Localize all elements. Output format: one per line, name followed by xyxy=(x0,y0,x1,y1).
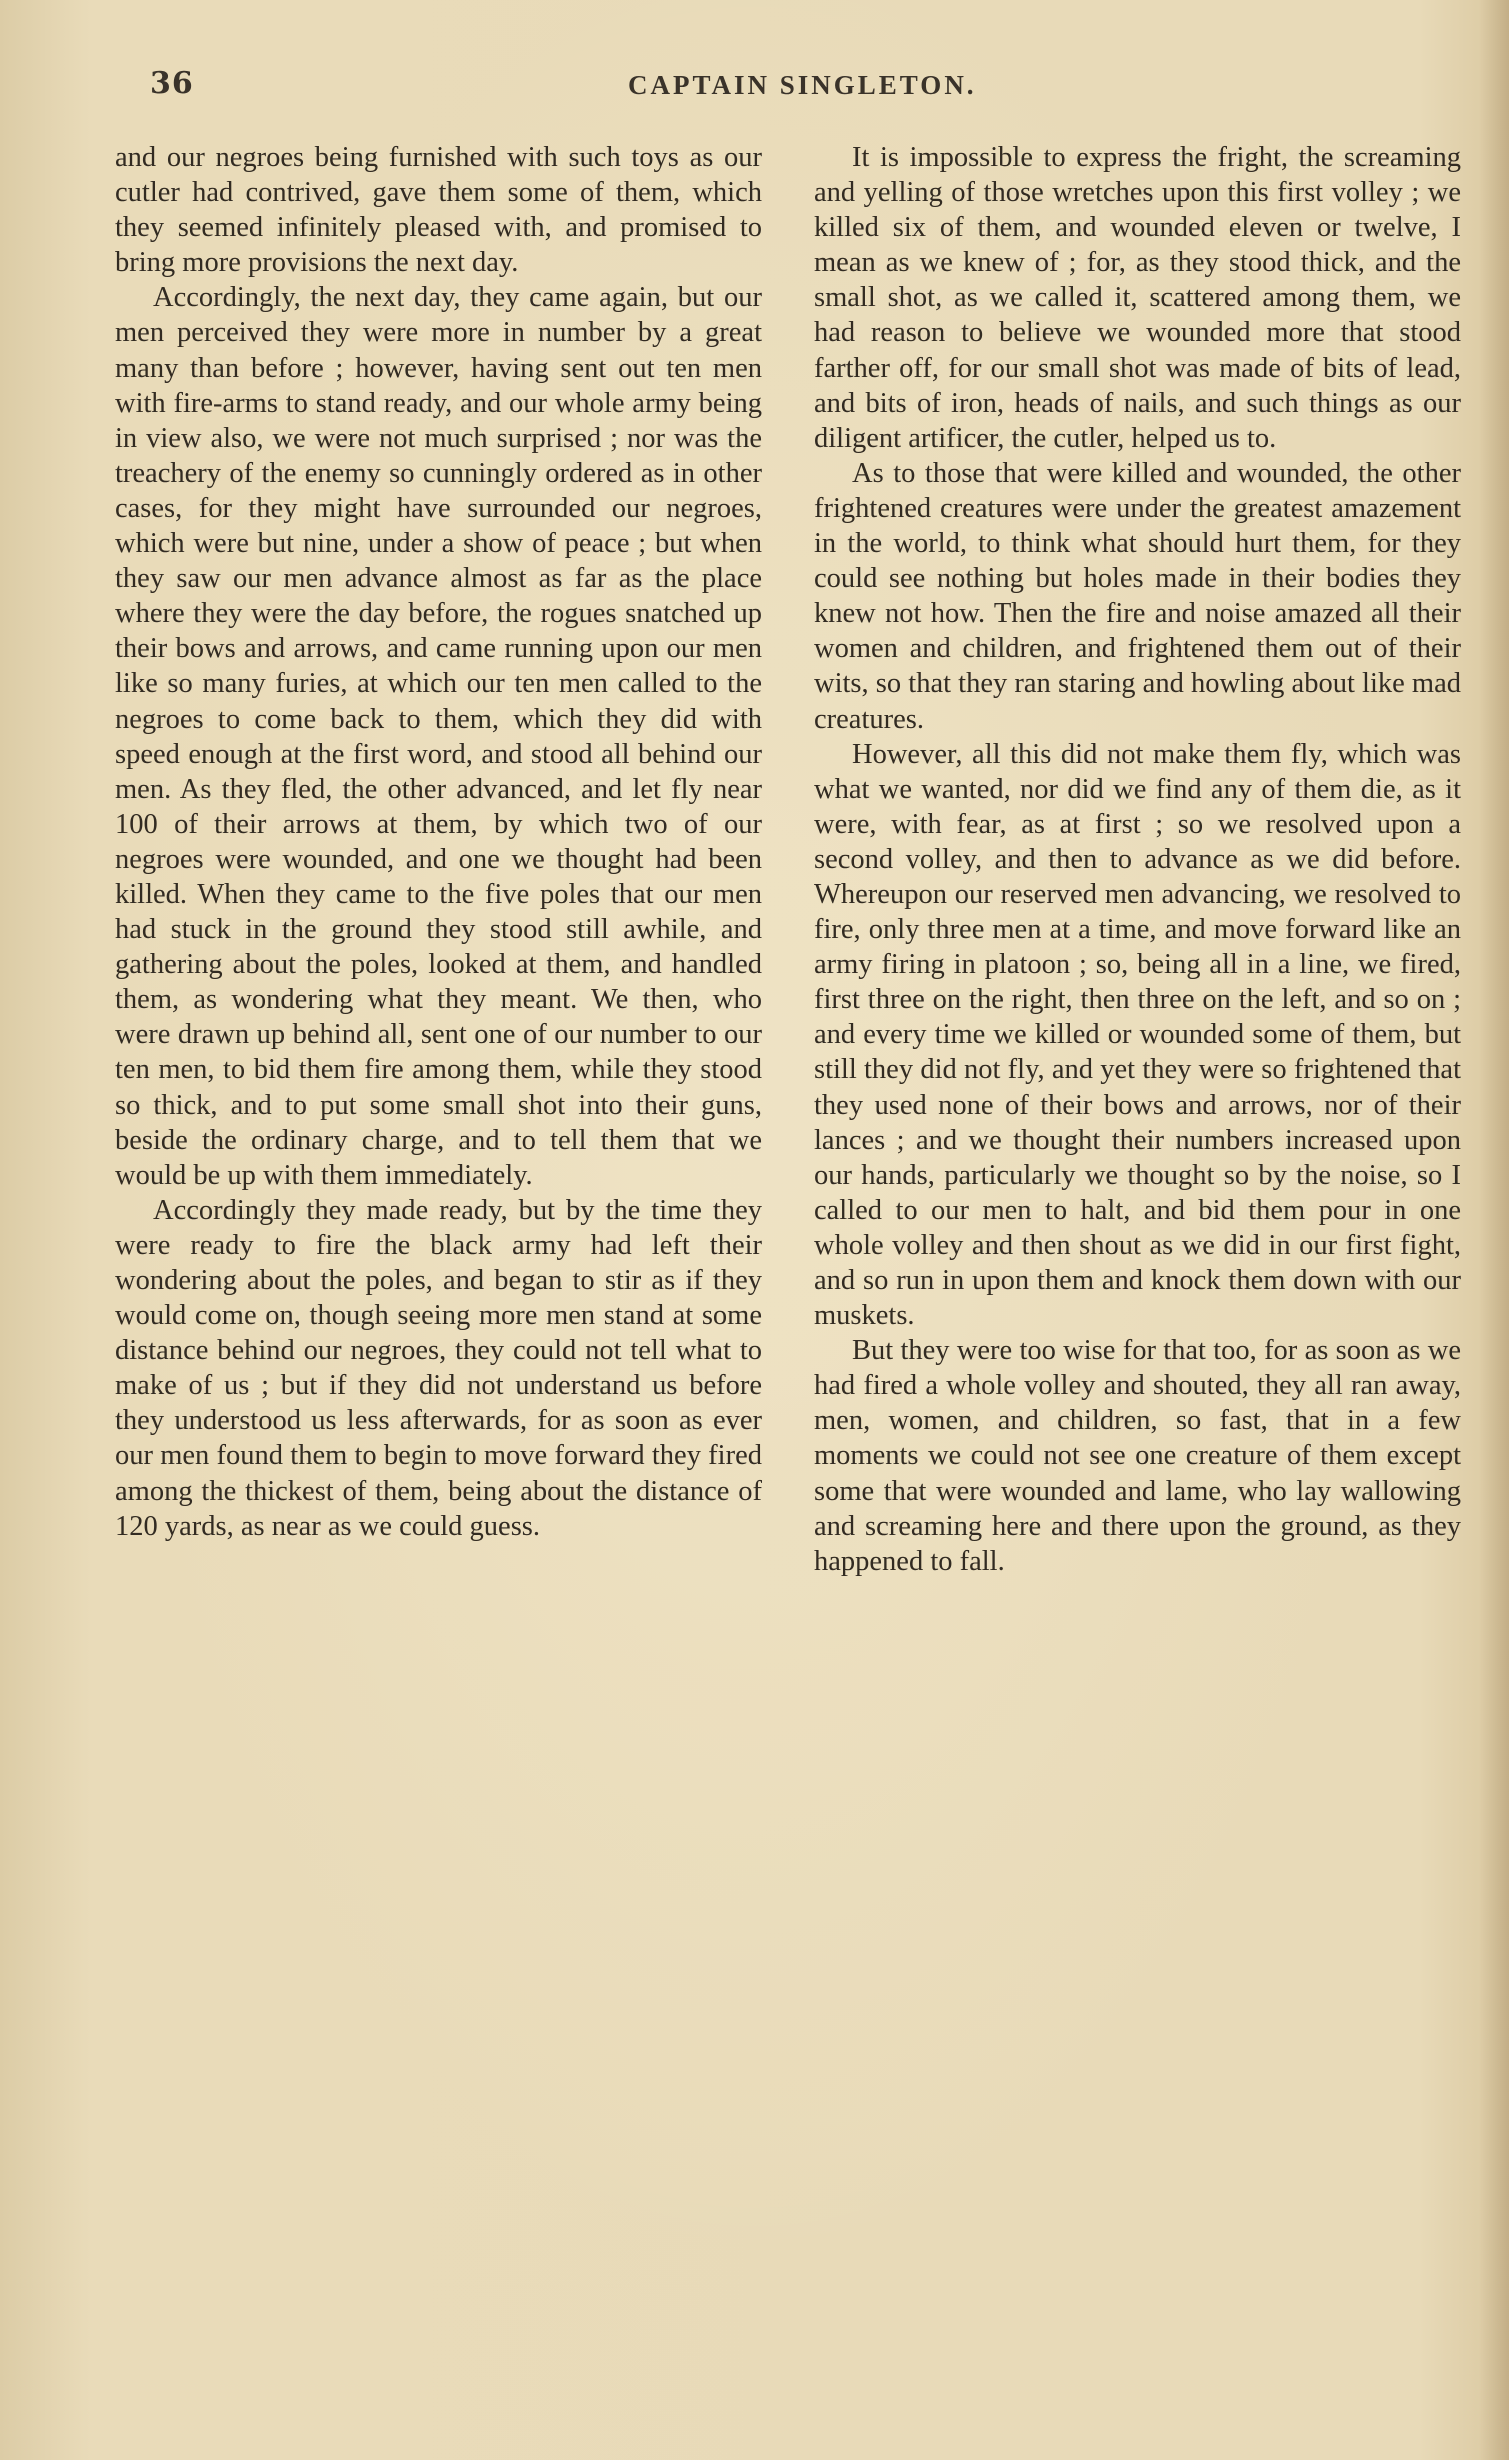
paragraph: As to those that were killed and wounded, the other frightened creatures were under the greatest amazement in the world, to think what should hurt them, for they could see nothing but holes made in their bodies they knew not how. Then the fire and noise amazed all their women and children, and frightened them out of their wits, so that they ran staring and howling about like mad creatures. xyxy=(814,457,1461,735)
paragraph: But they were too wise for that too, for as soon as we had fired a whole volley and shouted, they all ran away, men, women, and children, so fast, that in a few moments we could not see one creature of them except some that were wounded and lame, who lay wallowing and screaming here and there upon the ground, as they happened to fall. xyxy=(814,1335,1461,1577)
page-number: 36 xyxy=(150,66,194,101)
paragraph: Accordingly they made ready, but by the time they were ready to fire the black army had left their wondering about the poles, and began to stir as if they would come on, though seeing more men stand at some distance behind our negroes, they could not tell what to make of us ; but if they did not understand us before they understood us less afterwards, for as soon as ever our men found them to begin to move forward they fired among the thickest of them, being about the distance of 120 yards, as near as we could guess. xyxy=(115,1194,762,1542)
right-column xyxy=(814,140,1461,1579)
running-head: CAPTAIN SINGLETON. xyxy=(628,70,977,100)
paragraph: However, all this did not make them fly, which was what we wanted, nor did we find any of them die, as it were, with fear, as at first ; so we resolved upon a second volley, and then to advance as we did before. Whereupon our reserved men advancing, we resolved to fire, only three men at a time, and move forward like an army firing in platoon ; so, being all in a line, we fired, first three on the right, then three on the left, and so on ; and every time we killed or wounded some of them, but still they did not fly, and yet they were so frightened that they used none of their bows and arrows, nor of their lances ; and we thought their numbers increased upon our hands, particularly we thought so by the noise, so I called to our men to halt, and bid them pour in one whole volley and then shout as we did in our first fight, and so run in upon them and knock them down with our muskets. xyxy=(814,738,1461,1332)
left-column xyxy=(115,140,762,1544)
paragraph: Accordingly, the next day, they came again, but our men perceived they were more in number by a great many than before ; however, having sent out ten men with fire-arms to stand ready, and our whole army being in view also, we were not much surprised ; nor was the treachery of the enemy so cunningly ordered as in other cases, for they might have surrounded our negroes, which were but nine, under a show of peace ; but when they saw our men advance almost as far as the place where they were the day before, the rogues snatched up their bows and arrows, and came running upon our men like so many furies, at which our ten men called to the negroes to come back to them, which they did with speed enough at the first word, and stood all behind our men. As they fled, the other advanced, and let fly near 100 of their arrows at them, by which two of our negroes were wounded, and one we thought had been killed. When they came to the five poles that our men had stuck in the ground they stood still awhile, and gathering about the poles, looked at them, and handled them, as wondering what they meant. We then, who were drawn up behind all, sent one of our number to our ten men, to bid them fire among them, while they stood so thick, and to put some small shot into their guns, beside the ordinary charge, and to tell them that we would be up with them immediately. xyxy=(115,282,762,1191)
page-edge-shadow xyxy=(1479,0,1509,2460)
paragraph: and our negroes being furnished with such toys as our cutler had contrived, gave them some of them, which they seemed infinitely pleased with, and promised to bring more provisions the next day. xyxy=(115,142,762,279)
page-header xyxy=(110,66,1470,106)
paragraph: It is impossible to express the fright, the screaming and yelling of those wretches upon this first volley ; we killed six of them, and wounded eleven or twelve, I mean as we knew of ; for, as they stood thick, and the small shot, as we called it, scattered among them, we had reason to believe we wounded more that stood farther off, for our small shot was made of bits of lead, and bits of iron, heads of nails, and such things as our diligent artificer, the cutler, helped us to. xyxy=(814,142,1461,454)
